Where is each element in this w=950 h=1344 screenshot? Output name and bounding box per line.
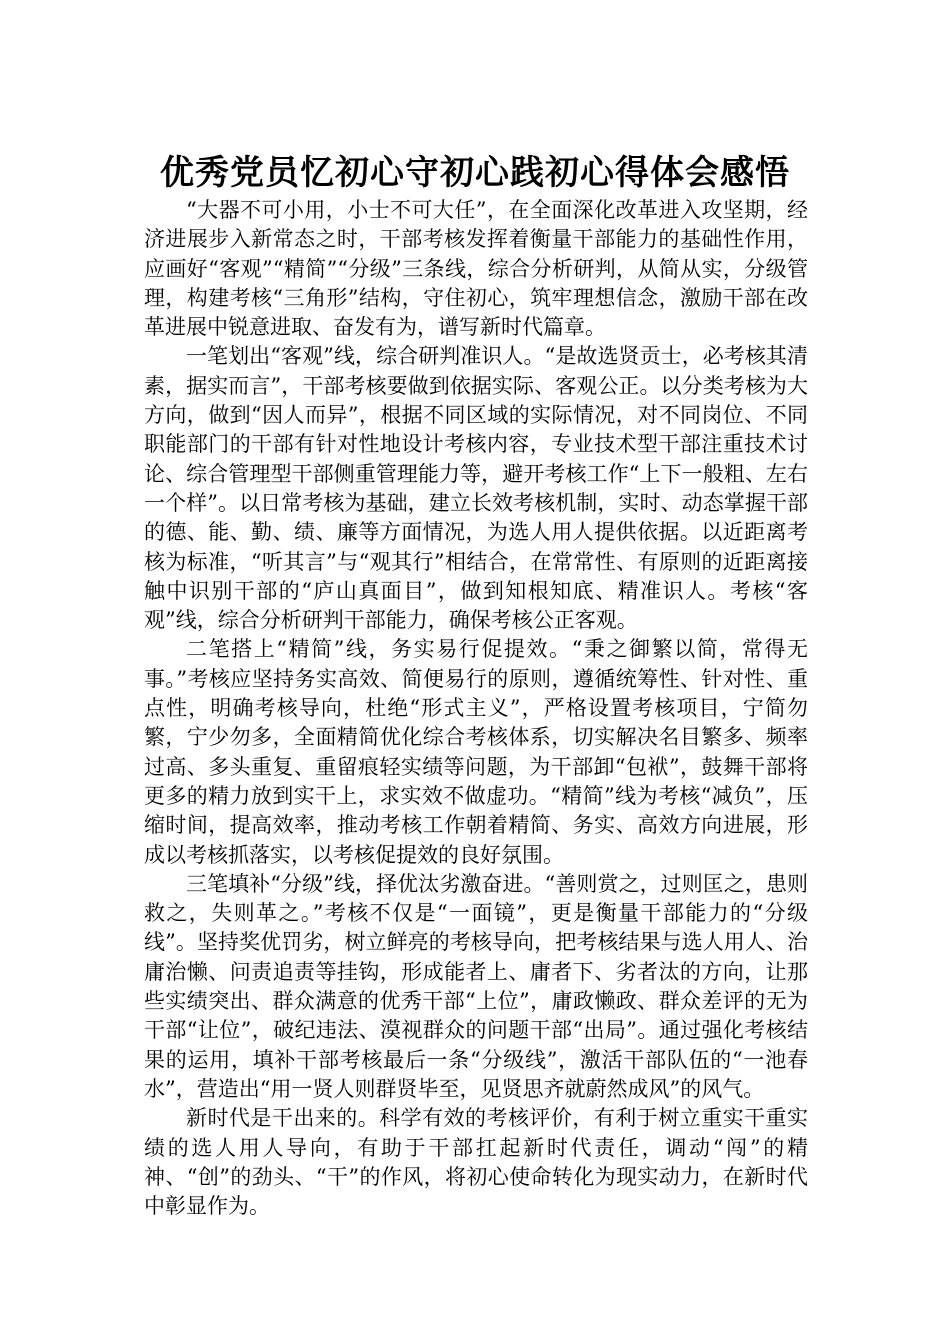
intro-paragraph: “大器不可小用，小士不可大任”，在全面深化改革进入攻坚期，经济进展步入新常态之时，干部考核发挥着衡量干部能力的基础性作用，应画好“客观”“精简”“分级”三条线，综合分析研判，从简从实，分级管理，构建考核“三角形”结构，守住初心，筑牢理想信念，激励干部在改革进展中锐意进取、奋发有为，谱写新时代篇章。: [144, 198, 808, 340]
document-title: 优秀党员忆初心守初心践初心得体会感悟: [160, 152, 790, 193]
graded-line-paragraph: 三笔填补“分级”线，择优汰劣激奋进。“善则赏之，过则匡之，患则救之，失则革之。”考核不仅是“一面镜”，更是衡量干部能力的“分级线”。坚持奖优罚劣，树立鲜亮的考核导向，把考核结果与选人用人、治庸治懒、问责追责等挂钩，形成能者上、庸者下、劣者汰的方向，让那些实绩突出、群众满意的优秀干部“上位”，庸政懒政、群众差评的无为干部“让位”，破纪违法、漠视群众的问题干部“出局”。通过强化考核结果的运用，填补干部考核最后一条“分级线”，激活干部队伍的“一池春水”，营造出“用一贤人则群贤毕至，见贤思齐就蔚然成风”的风气。: [144, 871, 808, 1101]
simplified-line-paragraph: 二笔搭上“精简”线，务实易行促提效。“秉之御繁以简，常得无事。”考核应坚持务实高效、简便易行的原则，遵循统筹性、针对性、重点性，明确考核导向，杜绝“形式主义”，严格设置考核项目，宁简勿繁，宁少勿多，全面精简优化综合考核体系，切实解决名目繁多、频率过高、多头重复、重留痕轻实绩等问题，为干部卸“包袱”，鼓舞干部将更多的精力放到实干上，求实效不做虚功。“精简”线为考核“减负”，压缩时间，提高效率，推动考核工作朝着精简、务实、高效方向进展，形成以考核抓落实，以考核促提效的良好氛围。: [144, 637, 808, 867]
objective-line-paragraph: 一笔划出“客观”线，综合研判准识人。“是故选贤贡士，必考核其清素，据实而言”，干部考核要做到依据实际、客观公正。以分类考核为大方向，做到“因人而异”，根据不同区域的实际情况，对不同岗位、不同职能部门的干部有针对性地设计考核内容，专业技术型干部注重技术讨论、综合管理型干部侧重管理能力等，避开考核工作“上下一般粗、左右一个样”。以日常考核为基础，建立长效考核机制，实时、动态掌握干部的德、能、勤、绩、廉等方面情况，为选人用人提供依据。以近距离考核为标准，“听其言”与“观其行”相结合，在常常性、有原则的近距离接触中识别干部的“庐山真面目”，做到知根知底、精准识人。考核“客观”线，综合分析研判干部能力，确保考核公正客观。: [144, 344, 808, 633]
document-body: [144, 196, 808, 1221]
conclusion-paragraph: 新时代是干出来的。科学有效的考核评价，有利于树立重实干重实绩的选人用人导向，有助于干部扛起新时代责任，调动“闯”的精神、“创”的劲头、“干”的作风，将初心使命转化为现实动力，在新时代中彰显作为。: [144, 1106, 808, 1219]
